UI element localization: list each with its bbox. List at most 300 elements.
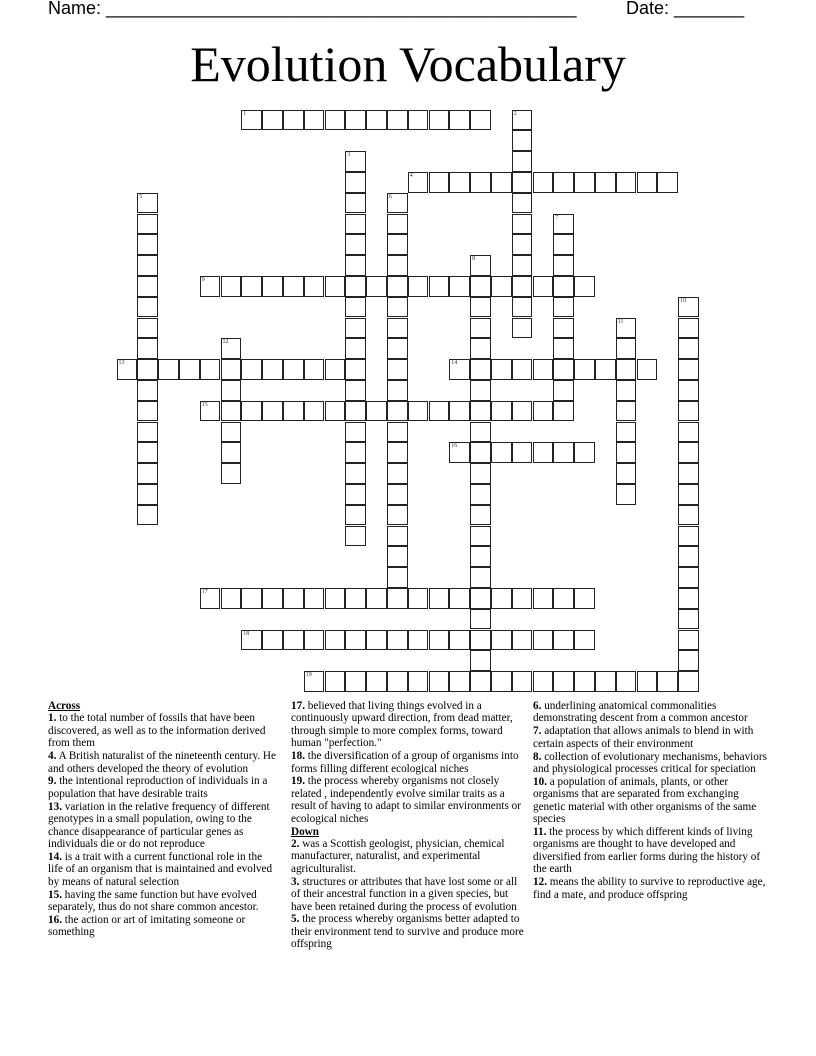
crossword-cell[interactable] bbox=[616, 401, 637, 422]
crossword-cell[interactable] bbox=[387, 234, 408, 255]
crossword-cell[interactable] bbox=[574, 172, 595, 193]
crossword-cell[interactable] bbox=[137, 401, 158, 422]
crossword-cell[interactable] bbox=[491, 276, 512, 297]
crossword-cell[interactable] bbox=[470, 609, 491, 630]
crossword-cell[interactable] bbox=[574, 671, 595, 692]
crossword-cell[interactable] bbox=[533, 276, 554, 297]
crossword-cell[interactable] bbox=[200, 276, 221, 297]
crossword-cell[interactable] bbox=[491, 630, 512, 651]
clue-number: 17. bbox=[291, 700, 305, 712]
crossword-cell[interactable] bbox=[387, 671, 408, 692]
crossword-cell[interactable] bbox=[574, 442, 595, 463]
crossword-cell[interactable] bbox=[262, 401, 283, 422]
crossword-cell[interactable] bbox=[553, 401, 574, 422]
crossword-cell[interactable] bbox=[533, 401, 554, 422]
crossword-cell[interactable] bbox=[533, 359, 554, 380]
crossword-cell[interactable] bbox=[491, 172, 512, 193]
clue-across-9 bbox=[48, 775, 276, 800]
clue-number: 7. bbox=[533, 725, 542, 738]
crossword-cell[interactable] bbox=[449, 401, 470, 422]
crossword-cell[interactable] bbox=[678, 671, 699, 692]
crossword-cell[interactable] bbox=[262, 276, 283, 297]
crossword-cell[interactable] bbox=[345, 401, 366, 422]
crossword-cell[interactable] bbox=[616, 442, 637, 463]
crossword-cell[interactable] bbox=[304, 276, 325, 297]
date-field[interactable]: Date: _______ bbox=[626, 0, 745, 18]
crossword-cell[interactable] bbox=[366, 630, 387, 651]
crossword-cell[interactable] bbox=[325, 588, 346, 609]
crossword-cell[interactable] bbox=[491, 442, 512, 463]
crossword-cell[interactable] bbox=[345, 214, 366, 235]
crossword-cell[interactable] bbox=[449, 172, 470, 193]
crossword-cell[interactable] bbox=[678, 318, 699, 339]
crossword-cell[interactable] bbox=[657, 172, 678, 193]
crossword-cell[interactable] bbox=[137, 442, 158, 463]
crossword-cell[interactable] bbox=[533, 172, 554, 193]
crossword-cell[interactable] bbox=[137, 318, 158, 339]
crossword-cell[interactable] bbox=[512, 130, 533, 151]
crossword-cell[interactable] bbox=[304, 630, 325, 651]
crossword-cell[interactable] bbox=[616, 338, 637, 359]
crossword-cell[interactable] bbox=[221, 442, 242, 463]
clue-across-17 bbox=[291, 700, 525, 750]
crossword-cell[interactable] bbox=[470, 463, 491, 484]
crossword-cell[interactable] bbox=[200, 588, 221, 609]
down-heading: Down bbox=[291, 825, 319, 838]
crossword-cell[interactable] bbox=[470, 442, 491, 463]
name-field[interactable]: Name: _______________________________________________ bbox=[48, 0, 577, 18]
crossword-cell[interactable] bbox=[345, 255, 366, 276]
crossword-cell[interactable] bbox=[553, 588, 574, 609]
clue-text: collection of evolutionary mechanisms, behaviors and physiological processes critical for speciation bbox=[533, 750, 767, 776]
crossword-cell[interactable] bbox=[387, 401, 408, 422]
clue-text: having the same function but have evolved separately, thus do not share common ancestor. bbox=[48, 888, 259, 913]
crossword-cell[interactable] bbox=[512, 630, 533, 651]
crossword-cell[interactable] bbox=[429, 172, 450, 193]
crossword-cell[interactable] bbox=[429, 588, 450, 609]
crossword-cell[interactable] bbox=[491, 359, 512, 380]
crossword-cell[interactable] bbox=[512, 234, 533, 255]
crossword-cell[interactable] bbox=[470, 671, 491, 692]
crossword-cell[interactable] bbox=[345, 505, 366, 526]
crossword-cell[interactable] bbox=[283, 359, 304, 380]
crossword-cell[interactable] bbox=[387, 546, 408, 567]
crossword-cell[interactable] bbox=[345, 276, 366, 297]
crossword-cell[interactable] bbox=[533, 630, 554, 651]
crossword-cell[interactable] bbox=[408, 588, 429, 609]
crossword-cell[interactable] bbox=[512, 318, 533, 339]
crossword-cell[interactable] bbox=[533, 588, 554, 609]
clue-number-label: 17 bbox=[201, 588, 208, 595]
crossword-cell[interactable] bbox=[345, 484, 366, 505]
crossword-cell[interactable] bbox=[512, 359, 533, 380]
crossword-cell[interactable] bbox=[387, 422, 408, 443]
crossword-cell[interactable] bbox=[429, 401, 450, 422]
crossword-cell[interactable] bbox=[304, 401, 325, 422]
crossword-cell[interactable] bbox=[387, 442, 408, 463]
crossword-cell[interactable] bbox=[325, 671, 346, 692]
clue-down-6 bbox=[533, 700, 773, 725]
crossword-cell[interactable] bbox=[221, 588, 242, 609]
crossword-cell[interactable] bbox=[678, 650, 699, 671]
crossword-cell[interactable] bbox=[678, 484, 699, 505]
crossword-cell[interactable] bbox=[387, 318, 408, 339]
crossword-cell[interactable] bbox=[470, 359, 491, 380]
crossword-cell[interactable] bbox=[553, 318, 574, 339]
clue-down-12 bbox=[533, 876, 773, 901]
crossword-cell[interactable] bbox=[491, 401, 512, 422]
crossword-cell[interactable] bbox=[221, 401, 242, 422]
crossword-cell[interactable] bbox=[137, 214, 158, 235]
clue-text: is a trait with a current functional role in the life of an organism that is maintained and evolved by means of natural selection bbox=[48, 850, 273, 888]
crossword-cell[interactable] bbox=[533, 671, 554, 692]
crossword-cell[interactable] bbox=[137, 193, 158, 214]
crossword-cell[interactable] bbox=[345, 630, 366, 651]
crossword-cell[interactable] bbox=[262, 630, 283, 651]
crossword-cell[interactable] bbox=[241, 110, 262, 131]
crossword-cell[interactable] bbox=[678, 630, 699, 651]
crossword-cell[interactable] bbox=[408, 276, 429, 297]
crossword-cell[interactable] bbox=[304, 671, 325, 692]
crossword-cell[interactable] bbox=[512, 588, 533, 609]
crossword-cell[interactable] bbox=[304, 110, 325, 131]
crossword-cell[interactable] bbox=[241, 359, 262, 380]
crossword-cell[interactable] bbox=[137, 359, 158, 380]
clue-text: the process whereby organisms better adapted to their environment tend to survive and produce more offspring bbox=[291, 913, 524, 951]
crossword-cell[interactable] bbox=[616, 484, 637, 505]
crossword-cell[interactable] bbox=[553, 338, 574, 359]
crossword-cell[interactable] bbox=[387, 588, 408, 609]
crossword-cell[interactable] bbox=[408, 172, 429, 193]
crossword-cell[interactable] bbox=[345, 588, 366, 609]
crossword-cell[interactable] bbox=[137, 255, 158, 276]
clue-number: 1. bbox=[48, 712, 57, 725]
crossword-cell[interactable] bbox=[283, 401, 304, 422]
clue-number-label: 11 bbox=[617, 318, 624, 325]
crossword-cell[interactable] bbox=[678, 526, 699, 547]
crossword-cell[interactable] bbox=[283, 630, 304, 651]
crossword-cell[interactable] bbox=[512, 151, 533, 172]
crossword-cell[interactable] bbox=[553, 172, 574, 193]
crossword-cell[interactable] bbox=[470, 546, 491, 567]
crossword-cell[interactable] bbox=[616, 671, 637, 692]
crossword-cell[interactable] bbox=[595, 359, 616, 380]
crossword-cell[interactable] bbox=[345, 234, 366, 255]
crossword-cell[interactable] bbox=[553, 234, 574, 255]
crossword-cell[interactable] bbox=[387, 567, 408, 588]
crossword-cell[interactable] bbox=[678, 359, 699, 380]
across-heading: Across bbox=[48, 700, 81, 712]
crossword-cell[interactable] bbox=[387, 338, 408, 359]
crossword-cell[interactable] bbox=[595, 671, 616, 692]
crossword-cell[interactable] bbox=[470, 505, 491, 526]
crossword-cell[interactable] bbox=[449, 442, 470, 463]
clue-text: means the ability to survive to reproductive age, find a mate, and produce offspring bbox=[533, 876, 766, 901]
crossword-cell[interactable] bbox=[345, 193, 366, 214]
crossword-cell[interactable] bbox=[200, 401, 221, 422]
crossword-cell[interactable] bbox=[533, 442, 554, 463]
crossword-cell[interactable] bbox=[512, 172, 533, 193]
crossword-cell[interactable] bbox=[574, 588, 595, 609]
crossword-cell[interactable] bbox=[366, 401, 387, 422]
crossword-grid bbox=[117, 110, 700, 693]
crossword-cell[interactable] bbox=[387, 359, 408, 380]
crossword-cell[interactable] bbox=[158, 359, 179, 380]
crossword-cell[interactable] bbox=[387, 276, 408, 297]
crossword-cell[interactable] bbox=[553, 297, 574, 318]
crossword-cell[interactable] bbox=[574, 630, 595, 651]
crossword-cell[interactable] bbox=[221, 338, 242, 359]
crossword-cell[interactable] bbox=[117, 359, 138, 380]
crossword-cell[interactable] bbox=[241, 401, 262, 422]
clue-number-label: 2 bbox=[513, 110, 517, 117]
crossword-cell[interactable] bbox=[387, 505, 408, 526]
crossword-cell[interactable] bbox=[678, 422, 699, 443]
crossword-cell[interactable] bbox=[366, 588, 387, 609]
crossword-cell[interactable] bbox=[221, 463, 242, 484]
clue-text: a population of animals, plants, or other organisms that are separated from exchanging genetic material with other organisms of the same species bbox=[533, 775, 757, 826]
crossword-cell[interactable] bbox=[304, 359, 325, 380]
clue-across-13 bbox=[48, 801, 276, 851]
crossword-cell[interactable] bbox=[470, 172, 491, 193]
crossword-cell[interactable] bbox=[345, 422, 366, 443]
crossword-cell[interactable] bbox=[470, 297, 491, 318]
crossword-cell[interactable] bbox=[470, 630, 491, 651]
crossword-cell[interactable] bbox=[595, 172, 616, 193]
crossword-cell[interactable] bbox=[262, 588, 283, 609]
crossword-cell[interactable] bbox=[345, 442, 366, 463]
crossword-cell[interactable] bbox=[512, 442, 533, 463]
crossword-cell[interactable] bbox=[200, 359, 221, 380]
crossword-cell[interactable] bbox=[345, 110, 366, 131]
crossword-cell[interactable] bbox=[221, 380, 242, 401]
crossword-cell[interactable] bbox=[137, 422, 158, 443]
crossword-cell[interactable] bbox=[325, 276, 346, 297]
crossword-cell[interactable] bbox=[345, 297, 366, 318]
clue-number: 6. bbox=[533, 700, 542, 712]
clue-number-label: 16 bbox=[451, 443, 458, 450]
crossword-cell[interactable] bbox=[637, 172, 658, 193]
crossword-cell[interactable] bbox=[387, 484, 408, 505]
crossword-cell[interactable] bbox=[221, 276, 242, 297]
crossword-cell[interactable] bbox=[137, 505, 158, 526]
crossword-cell[interactable] bbox=[512, 276, 533, 297]
crossword-cell[interactable] bbox=[429, 110, 450, 131]
clue-text: the action or art of imitating someone or something bbox=[48, 913, 246, 939]
crossword-cell[interactable] bbox=[283, 588, 304, 609]
crossword-cell[interactable] bbox=[304, 588, 325, 609]
crossword-cell[interactable] bbox=[678, 442, 699, 463]
clue-number-label: 1 bbox=[243, 110, 247, 117]
crossword-cell[interactable] bbox=[449, 630, 470, 651]
crossword-cell[interactable] bbox=[345, 463, 366, 484]
crossword-cell[interactable] bbox=[616, 380, 637, 401]
clue-down-5 bbox=[291, 913, 525, 950]
clue-number-label: 8 bbox=[472, 256, 476, 263]
clue-number: 3. bbox=[291, 875, 300, 888]
clue-text: the process by which different kinds of living organisms are thought to have developed and diversified from earlier forms during the history of the earth bbox=[533, 826, 761, 876]
crossword-cell[interactable] bbox=[387, 255, 408, 276]
crossword-cell[interactable] bbox=[262, 359, 283, 380]
crossword-cell[interactable] bbox=[553, 442, 574, 463]
crossword-cell[interactable] bbox=[470, 276, 491, 297]
crossword-cell[interactable] bbox=[387, 193, 408, 214]
crossword-cell[interactable] bbox=[408, 110, 429, 131]
clue-number-label: 10 bbox=[680, 297, 687, 304]
crossword-cell[interactable] bbox=[345, 526, 366, 547]
crossword-cell[interactable] bbox=[678, 297, 699, 318]
crossword-cell[interactable] bbox=[408, 401, 429, 422]
crossword-cell[interactable] bbox=[470, 588, 491, 609]
crossword-cell[interactable] bbox=[408, 671, 429, 692]
crossword-cell[interactable] bbox=[678, 380, 699, 401]
crossword-cell[interactable] bbox=[345, 359, 366, 380]
crossword-cell[interactable] bbox=[470, 401, 491, 422]
crossword-cell[interactable] bbox=[449, 110, 470, 131]
crossword-cell[interactable] bbox=[470, 567, 491, 588]
crossword-cell[interactable] bbox=[470, 255, 491, 276]
crossword-cell[interactable] bbox=[657, 671, 678, 692]
page-title: Evolution Vocabulary bbox=[190, 36, 626, 92]
crossword-cell[interactable] bbox=[553, 276, 574, 297]
crossword-cell[interactable] bbox=[345, 671, 366, 692]
crossword-cell[interactable] bbox=[325, 630, 346, 651]
crossword-cell[interactable] bbox=[137, 463, 158, 484]
name-date-header bbox=[48, 0, 745, 19]
crossword-cell[interactable] bbox=[221, 422, 242, 443]
crossword-cell[interactable] bbox=[137, 484, 158, 505]
crossword-cell[interactable] bbox=[137, 297, 158, 318]
crossword-cell[interactable] bbox=[325, 359, 346, 380]
crossword-cell[interactable] bbox=[470, 318, 491, 339]
crossword-cell[interactable] bbox=[429, 276, 450, 297]
crossword-cell[interactable] bbox=[387, 526, 408, 547]
crossword-cell[interactable] bbox=[325, 110, 346, 131]
crossword-cell[interactable] bbox=[553, 214, 574, 235]
crossword-cell[interactable] bbox=[470, 338, 491, 359]
crossword-cell[interactable] bbox=[449, 671, 470, 692]
clue-down-11 bbox=[533, 826, 773, 876]
crossword-cell[interactable] bbox=[678, 401, 699, 422]
crossword-cell[interactable] bbox=[678, 505, 699, 526]
crossword-cell[interactable] bbox=[387, 297, 408, 318]
crossword-cell[interactable] bbox=[387, 380, 408, 401]
crossword-cell[interactable] bbox=[678, 609, 699, 630]
crossword-cell[interactable] bbox=[366, 276, 387, 297]
crossword-cell[interactable] bbox=[553, 630, 574, 651]
crossword-cell[interactable] bbox=[137, 234, 158, 255]
crossword-cell[interactable] bbox=[470, 526, 491, 547]
crossword-cell[interactable] bbox=[387, 463, 408, 484]
crossword-cell[interactable] bbox=[616, 359, 637, 380]
clue-text: was a Scottish geologist, physician, chemical manufacturer, naturalist, and experimental agriculturalist. bbox=[291, 837, 505, 875]
crossword-cell[interactable] bbox=[491, 671, 512, 692]
crossword-cell[interactable] bbox=[678, 588, 699, 609]
clue-number: 10. bbox=[533, 775, 547, 788]
crossword-cell[interactable] bbox=[449, 276, 470, 297]
crossword-cell[interactable] bbox=[678, 463, 699, 484]
crossword-cell[interactable] bbox=[283, 110, 304, 131]
crossword-cell[interactable] bbox=[137, 380, 158, 401]
crossword-cell[interactable] bbox=[512, 297, 533, 318]
crossword-cell[interactable] bbox=[366, 110, 387, 131]
crossword-cell[interactable] bbox=[637, 359, 658, 380]
clue-across-15 bbox=[48, 889, 276, 914]
crossword-cell[interactable] bbox=[512, 214, 533, 235]
crossword-cell[interactable] bbox=[512, 193, 533, 214]
crossword-cell[interactable] bbox=[470, 422, 491, 443]
crossword-cell[interactable] bbox=[512, 255, 533, 276]
crossword-cell[interactable] bbox=[387, 630, 408, 651]
crossword-cell[interactable] bbox=[345, 380, 366, 401]
crossword-cell[interactable] bbox=[408, 630, 429, 651]
crossword-cell[interactable] bbox=[429, 630, 450, 651]
crossword-cell[interactable] bbox=[387, 110, 408, 131]
crossword-cell[interactable] bbox=[449, 359, 470, 380]
crossword-cell[interactable] bbox=[574, 359, 595, 380]
clue-text: variation in the relative frequency of different genotypes in a small population, owing to the chance disappearance of particular genes as individuals die or do not reproduce bbox=[48, 800, 270, 850]
crossword-cell[interactable] bbox=[470, 110, 491, 131]
crossword-cell[interactable] bbox=[491, 588, 512, 609]
crossword-cell[interactable] bbox=[553, 359, 574, 380]
clue-text: adaptation that allows animals to blend in with certain aspects of their environment bbox=[533, 725, 754, 750]
crossword-cell[interactable] bbox=[137, 338, 158, 359]
crossword-cell[interactable] bbox=[616, 422, 637, 443]
crossword-cell[interactable] bbox=[387, 214, 408, 235]
crossword-cell[interactable] bbox=[137, 276, 158, 297]
crossword-cell[interactable] bbox=[221, 359, 242, 380]
crossword-cell[interactable] bbox=[678, 546, 699, 567]
crossword-cell[interactable] bbox=[345, 318, 366, 339]
clue-number-label: 15 bbox=[201, 401, 208, 408]
crossword-cell[interactable] bbox=[345, 151, 366, 172]
crossword-cell[interactable] bbox=[512, 671, 533, 692]
crossword-cell[interactable] bbox=[470, 484, 491, 505]
crossword-cell[interactable] bbox=[449, 588, 470, 609]
crossword-cell[interactable] bbox=[553, 255, 574, 276]
clue-number-label: 4 bbox=[409, 172, 413, 179]
clue-across-16 bbox=[48, 914, 276, 939]
crossword-cell[interactable] bbox=[345, 338, 366, 359]
crossword-cell[interactable] bbox=[241, 630, 262, 651]
crossword-cell[interactable] bbox=[574, 276, 595, 297]
crossword-cell[interactable] bbox=[429, 671, 450, 692]
crossword-cell[interactable] bbox=[470, 650, 491, 671]
crossword-cell[interactable] bbox=[616, 463, 637, 484]
clue-number: 15. bbox=[48, 888, 62, 901]
crossword-cell[interactable] bbox=[325, 401, 346, 422]
crossword-cell[interactable] bbox=[470, 380, 491, 401]
clue-text: to the total number of fossils that have been discovered, as well as to the information derived from them bbox=[48, 712, 266, 750]
crossword-cell[interactable] bbox=[366, 671, 387, 692]
crossword-cell[interactable] bbox=[179, 359, 200, 380]
crossword-cell[interactable] bbox=[262, 110, 283, 131]
crossword-cell[interactable] bbox=[345, 172, 366, 193]
crossword-cell[interactable] bbox=[678, 567, 699, 588]
crossword-cell[interactable] bbox=[553, 671, 574, 692]
crossword-cell[interactable] bbox=[512, 401, 533, 422]
crossword-cell[interactable] bbox=[616, 172, 637, 193]
crossword-cell[interactable] bbox=[283, 276, 304, 297]
clue-number: 9. bbox=[48, 775, 57, 788]
crossword-cell[interactable] bbox=[553, 380, 574, 401]
crossword-cell[interactable] bbox=[512, 110, 533, 131]
crossword-cell[interactable] bbox=[616, 318, 637, 339]
crossword-cell[interactable] bbox=[241, 588, 262, 609]
crossword-cell[interactable] bbox=[637, 671, 658, 692]
crossword-cell[interactable] bbox=[241, 276, 262, 297]
crossword-cell[interactable] bbox=[678, 338, 699, 359]
